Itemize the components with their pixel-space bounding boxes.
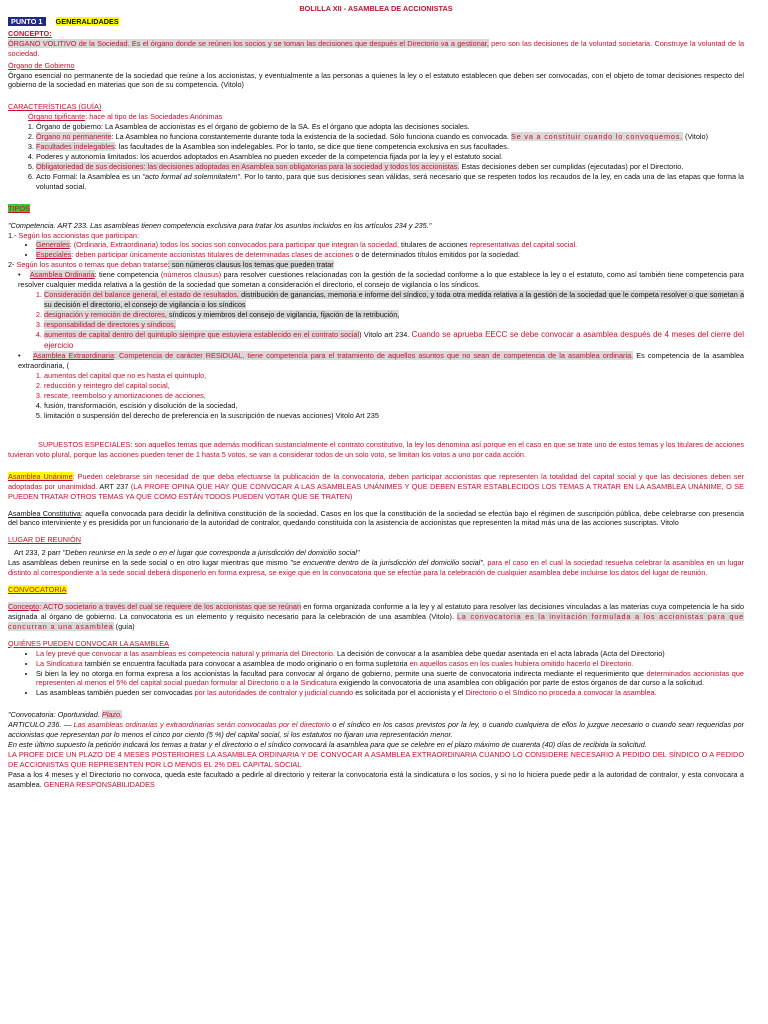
punto-label: PUNTO 1 [8, 17, 46, 26]
punto-title: GENERALIDADES [55, 16, 119, 26]
concepto-highlight: ÓRGANO VOLITIVO de la Sociedad. Es el órgano donde se reúnen los socios y se toman las decisiones que después el Directorio va a gestionar, [8, 38, 489, 48]
q2-red: La Sindicatura [36, 658, 83, 668]
quienes-list [8, 649, 744, 699]
concepto-paragraph [8, 39, 744, 59]
extra-item-1: 1. aumentos del capital que no es hasta el quintuplo, [44, 371, 744, 381]
segun-accionistas-num: 1.- [8, 230, 19, 240]
tipos-accionistas-list [8, 240, 744, 260]
extra-item-5: 5. limitación o suspensión del derecho de preferencia en la suscripción de nuevas acciones) Vitolo Art 235 [44, 411, 744, 421]
generales-item [36, 240, 744, 250]
q1-rest: La decisión de convocar a la asamblea debe quedar asentada en el acta labrada (Acta del Directorio) [334, 648, 665, 658]
caract-3-text: : las facultades de la Asamblea son indelegables. Por lo tanto, se dice que tiene competencia exclusiva en sus facultades. [114, 142, 509, 152]
caract-2-label: Órgano no permanente [36, 132, 112, 142]
q1-red: La ley prevé que convocar a las asambleas es competencia natural y primaria del Directorio. [36, 648, 335, 658]
unanime-red: : Pueden celebrarse sin necesidad de que deba efectuarse la publicación de la convocatoria, deben participar accionistas que representen la totalidad del capital social y que las decisiones deben ser adoptadas por unanimidad. [8, 471, 744, 491]
conv-text: en forma organizada conforme a la ley y al estatuto para resolver las decisiones vinculadas a las materias cuya competencia le ha sido asignada al órgano de gobierno. La convocatoria es un elemento y requisito necesario para la celebración de una asamblea (Vitolo). [8, 602, 745, 621]
caract-item-2 [36, 132, 744, 142]
concepto-rest: pero son las decisiones de la voluntad societaria. Construye la voluntad de la sociedad. [8, 38, 744, 58]
art236-paragraph-2: En este último supuesto la petición indicará los temas a tratar y el directorio o el síndico convocará la asamblea para que se celebre en el plazo máximo de cuarenta (40) días de recibida la solicitud. [8, 740, 647, 750]
caract-2-end: (Vitolo) [685, 132, 708, 142]
oportunidad-text: "Convocatoria: Oportunidad. [8, 710, 102, 720]
lugar-quote-2: "se encuentre dentro de la jurisdicción del domicilio social" [290, 558, 483, 568]
ordinaria-b: para resolver cuestiones relacionadas con la gestión de la sociedad conforme a lo que establece la ley o el estatuto, como así también tiene competencia para resolver cualquier medida relativa a la gestión de la sociedad que sometan a consideración el directorio, el consejo de vigilancia o los síndicos. [18, 270, 744, 290]
tipos-heading: TIPOS [8, 203, 30, 213]
last-paragraph [8, 770, 744, 790]
oportunidad-line [8, 710, 744, 720]
caract-item-6 [36, 172, 744, 192]
caract-6-a: Acto Formal: la Asamblea es un [36, 171, 143, 181]
caract-item-5 [36, 162, 744, 172]
last-a: Pasa a los 4 meses y el Directorio no convoca, queda este facultado a pedirle al directorio y reiterar la convocatoria está la sindicatura o los socios, y si no lo hiciera puede pedir a la autoridad de contralor, y esta convocara a asamblea. [8, 769, 744, 789]
caract-6-quote: "acto formal ad solemnitatem" [142, 171, 240, 181]
ordinaria-paragraph: • Asamblea Ordinaria: tiene competencia (números clausus) para resolver cuestiones relacionadas con la gestión de la sociedad conforme a lo que establece la ley o el estatuto, como así también tiene competencia para resolver cualquier medida relativa a la gestión de la sociedad que sometan a consideración el directorio, el consejo de vigilancia o los síndicos. [18, 270, 744, 290]
ordinaria-label: Asamblea Ordinaria [29, 270, 95, 280]
caract-2-red: Se va a constituir cuando lo convoquemos. [511, 132, 683, 142]
competencia-quote: "Competencia. ART 233. Las asambleas tienen competencia exclusiva para tratar los asuntos incluidos en los artículos 234 y 235." [8, 220, 432, 230]
extra-item-4: 4. fusión, transformación, escisión y disolución de la sociedad, [44, 401, 744, 411]
extra-label: Asamblea Extraordinaria [32, 351, 114, 361]
segun-temas-red: Según los asuntos o temas que deban tratarse [16, 260, 168, 270]
oportunidad-plazo: Plazo. [101, 710, 123, 720]
constitutiva-text: : aquella convocada para decidir la definitiva constitución de la sociedad. Casos en los que la constitución de la sociedad se efectúa bajo el régimen de suscripción pública, debe celebrarse con presencia del banco interviniente y es presidida por un funcionario de la autoridad de contralor, quedando constituida con la asistencia de accionistas que representen la mitad más una de las acciones suscriptas. Vitolo [8, 508, 744, 528]
lugar-red: , para el caso en el cual la sociedad resuelva celebrar la asamblea en un lugar distinto al correspondiente a la sede social deberá disponerlo en forma expresa, se exige que en la convocatoria que se efectúe para la celebración de cualquier asamblea debe incluirse los datos del lugar de reunión. [8, 558, 744, 578]
quienes-heading: QUIÉNES PUEDEN CONVOCAR LA ASAMBLEA [8, 638, 169, 648]
segun-accionistas [8, 231, 744, 241]
q3-b: exigiendo la convocatoria de una asamblea con obligación por parte de estos órganos de dar curso a la solicitud. [336, 678, 705, 688]
q4-red-2: Directorio o el Síndico no proceda a convocar la asamblea. [465, 688, 657, 698]
conv-red: La convocatoria es la invitación formulada a los accionistas para que concurran a una asamblea [8, 611, 744, 631]
ord-1-red: Consideración del balance general, el estado de resultados, [44, 290, 239, 300]
quienes-item-2 [36, 659, 744, 669]
lugar-heading: LUGAR DE REUNIÓN [8, 535, 81, 545]
tipificante-label: Órgano tipificante [28, 112, 86, 122]
constitutiva-label: Asamblea Constitutiva [8, 508, 81, 518]
extraordinaria-paragraph: • Asamblea Extraordinaria: Competencia de carácter RESIDUAL, tiene competencia para el tratamiento de aquellos asuntos que no sean de competencia de la asamblea ordinaria. Es competencia de la asamblea extraordinaria, ( [18, 351, 744, 371]
ordinaria-list [8, 290, 744, 351]
extra-rest: Es competencia de la asamblea extraordinaria, ( [18, 351, 744, 371]
ordinaria-item-3 [44, 320, 744, 330]
ord-1-rest: distribución de ganancias, memoria e informe del síndico, y toda otra medida relativa a la gestión de la sociedad que le competa resolver o que sometan a su decisión el directorio, el consejo de vigilancia o los síndicos [44, 290, 744, 309]
art236-red: Las asambleas ordinarias y extraordinarias serán convocadas por el directorio [73, 720, 330, 730]
ordinaria-a: : tiene competencia [94, 270, 161, 280]
extra-item-3: 3. rescate, reembolso y amortizaciones de acciones, [44, 391, 744, 401]
document-title: BOLILLA XII - ASAMBLEA DE ACCIONISTAS [299, 4, 453, 13]
ordinaria-item-4 [44, 330, 744, 352]
lugar-art [8, 548, 744, 558]
extraordinaria-list [8, 371, 744, 421]
profe-plazo: LA PROFE DICE UN PLAZO DE 4 MESES POSTERIORES LA ASAMBLEA ORDINARIA Y DE CONVOCAR A ASAMBLEA EXTRAORDINARIA CUANDO LO CONSIDERE NECESARIO A PEDIDO DEL SÍNDICO O A PEDIDO DE ACCIONISTAS QUE REPRESENTEN POR LO MENOS EL 2% DEL CAPITAL SOCIAL [8, 749, 744, 769]
constitutiva-paragraph [8, 509, 744, 529]
q2-b: en aquellos casos en los cuales hubiera omitido hacerlo el Directorio. [409, 658, 634, 668]
lugar-a: Las asambleas deben reunirse en la sede social o en otro lugar mientras que mismo [8, 558, 291, 568]
caract-5-rest: Estas decisiones deben ser cumplidas (ejecutadas) por el Directorio. [459, 161, 684, 171]
q3-a: Si bien la ley no otorga en forma expresa a los accionistas la facultad para convocar al órgano de gobierno, permite una suerte de convocatoria indirecta mediante el requerimiento que [36, 668, 647, 678]
unanime-label: Asamblea Unánime [8, 471, 73, 481]
segun-accionistas-text: Según los accionistas que participan: [18, 230, 140, 240]
convocatoria-heading: CONVOCATORIA [8, 585, 67, 595]
segun-temas-highlight: : son números clausus los temas que pueden tratar [167, 260, 334, 270]
unanime-paragraph [8, 472, 744, 502]
caract-item-3 [36, 142, 744, 152]
concepto-heading: CONCEPTO: [8, 28, 52, 38]
lugar-art-ref: Art 233, 2 parr [14, 548, 63, 558]
generales-paren: : (Ordinaria, Extraordinaria) [69, 240, 159, 250]
ord-4-b: ) Vitolo art 234. [359, 329, 412, 339]
q4-red: por las autoridades de contralor y judicial cuando [194, 688, 354, 698]
quienes-item-3 [36, 669, 744, 689]
quienes-item-1 [36, 649, 744, 659]
especiales-end: o de determinados títulos emitidos por la sociedad. [353, 250, 520, 260]
last-red: GENERA RESPONSABILIDADES [43, 779, 155, 789]
especiales-item [36, 250, 744, 260]
art236-a: ARTICULO 236. — [8, 720, 74, 730]
segun-temas [8, 260, 744, 270]
ord-4-highlight: aumentos de capital dentro del quintuplo siempre que estuviera establecido en el contrato social [44, 329, 360, 339]
conv-guia: (guía) [113, 621, 135, 631]
art236-paragraph [8, 720, 744, 740]
ordinaria-item-1 [44, 290, 744, 310]
tipificante-line [8, 112, 744, 122]
caract-item-1: 1. Órgano de gobierno: La Asamblea de accionistas es el órgano de gobierno de la SA. Es el órgano que adopta las decisiones sociales. [36, 122, 744, 132]
ord-2-rest: síndicos y miembros del consejo de vigilancia, fijación de la retribución, [166, 309, 400, 319]
q3-red: determinados accionistas que representen al menos el 5% del capital social puedan formular al Directorio o a la Sindicatura [36, 668, 744, 688]
caract-5-highlight: Obligatoriedad de sus decisiones: las decisiones adoptadas en Asamblea son obligatorias para la sociedad y todos los accionistas. [36, 161, 460, 171]
lugar-paragraph [8, 558, 744, 578]
q4-a: Las asambleas también pueden ser convocadas [36, 688, 195, 698]
generales-mid: titulares de acciones [399, 240, 470, 250]
unanime-art: ART 237 [97, 481, 131, 491]
caracteristicas-list [8, 122, 744, 191]
especiales-red: : deben participar únicamente accionistas titulares de determinadas clases de acciones [71, 250, 354, 260]
q2-a: también se encuentra facultada para convocar a asamblea de modo originario o en forma supletoria [82, 658, 410, 668]
caract-3-label: Facultades indelegables [36, 142, 115, 152]
ordinaria-paren: (números clausus) [160, 270, 222, 280]
ord-4-red: Cuando se aprueba EECC se debe convocar a asamblea después de 4 meses del cierre del ejercicio [44, 329, 744, 350]
generales-end: representativas del capital social. [469, 240, 578, 250]
art236-b: o el síndico en los casos previstos por la ley, o cuando cualquiera de ellos lo juzgue necesario o cuando sean requeridas por accionistas que representan por lo menos el cinco por ciento (5 %) del capital social, si los estatutos no fijaran una representación menor. [8, 720, 745, 740]
caract-2-text: : La Asamblea no funciona constantemente durante toda la existencia de la sociedad. Sólo funciona cuando es convocada. [111, 132, 510, 142]
unanime-profe: (LA PROFE OPINA QUE HAY QUE CONVOCAR A LAS ASAMBLEAS UNÁNIMES Y QUE DEBEN ESTAR ESTABLECIDOS LOS TEMAS A TRATAR EN LA ASAMBLEA UNÁNIME, O SE PUEDEN TRATAR OTROS TEMAS YA QUE COMO ESTÁN TODOS PUEDEN VOTAR QUE SE TRATEN) [8, 481, 744, 501]
extra-item-2: 2. reducción y reintegro del capital social, [44, 381, 744, 391]
tipos-line [8, 204, 744, 214]
supuestos-especiales: SUPUESTOS ESPECIALES: son aquellos temas que además modifican sustancialmente el contrato constitutivo, la ley los denomina así porque en el caso en que se trate uno de estos temas y los titulares de acciones tuvieran voto plural, porque las acciones pueden tener de 1 hasta 5 votos, se van a considerar todos de un solo voto, se limitan los votos a uno por cada acción. [8, 439, 744, 459]
organo-heading: Órgano de Gobierno [8, 60, 75, 70]
tipificante-rest: : hace al tipo de las Sociedades Anónimas [85, 112, 223, 122]
q4-b: es solicitada por el accionista y el [353, 688, 466, 698]
caract-6-b: . Por lo tanto, para que sus decisiones sean válidas, será necesario que se respeten todos los recaudos de la ley, en cada una de las etapas que forma la voluntad social. [36, 171, 744, 191]
ord-3: responsabilidad de directores y síndicos, [44, 319, 176, 329]
extra-highlight: : Competencia de carácter RESIDUAL, tiene competencia para el tratamiento de aquellos asuntos que no sean de competencia de la asamblea ordinaria. [113, 351, 634, 361]
convocatoria-paragraph [8, 602, 744, 632]
generales-red: todos los socios son convocados para participar que integran la sociedad, [158, 240, 400, 250]
convocatoria-heading-line [8, 585, 744, 595]
organo-paragraph: Órgano esencial no permanente de la sociedad que reúne a los accionistas, y eventualmente a las personas a quienes la ley o el estatuto establecen que deben ser convocadas, con el objeto de tomar decisiones respecto del gobierno de la sociedad en materias que son de su competencia. (Vitolo) [8, 70, 744, 90]
caract-item-4: 4. Poderes y autonomía limitados: los acuerdos adoptados en Asamblea no pueden exceder de la competencia fijada por la ley y el estatuto social. [36, 152, 744, 162]
lugar-quote: "Deben reunirse en la sede o en el lugar que corresponda a jurisdicción del domicilio social" [62, 548, 360, 558]
conv-label: Concepto [8, 602, 40, 611]
ordinaria-item-2 [44, 310, 744, 320]
generales-label: Generales [36, 240, 70, 250]
quienes-item-4 [36, 688, 744, 698]
especiales-label: Especiales [36, 250, 72, 260]
section-header [8, 17, 744, 27]
conv-highlight: : ACTO societario a través del cual se requiere de los accionistas que se reúnan [39, 602, 302, 611]
caracteristicas-heading: CARACTERÍSTICAS (GUÍA) [8, 102, 102, 112]
segun-temas-num: 2- [8, 260, 17, 270]
ord-2-red: designación y remoción de directores, [44, 309, 167, 319]
